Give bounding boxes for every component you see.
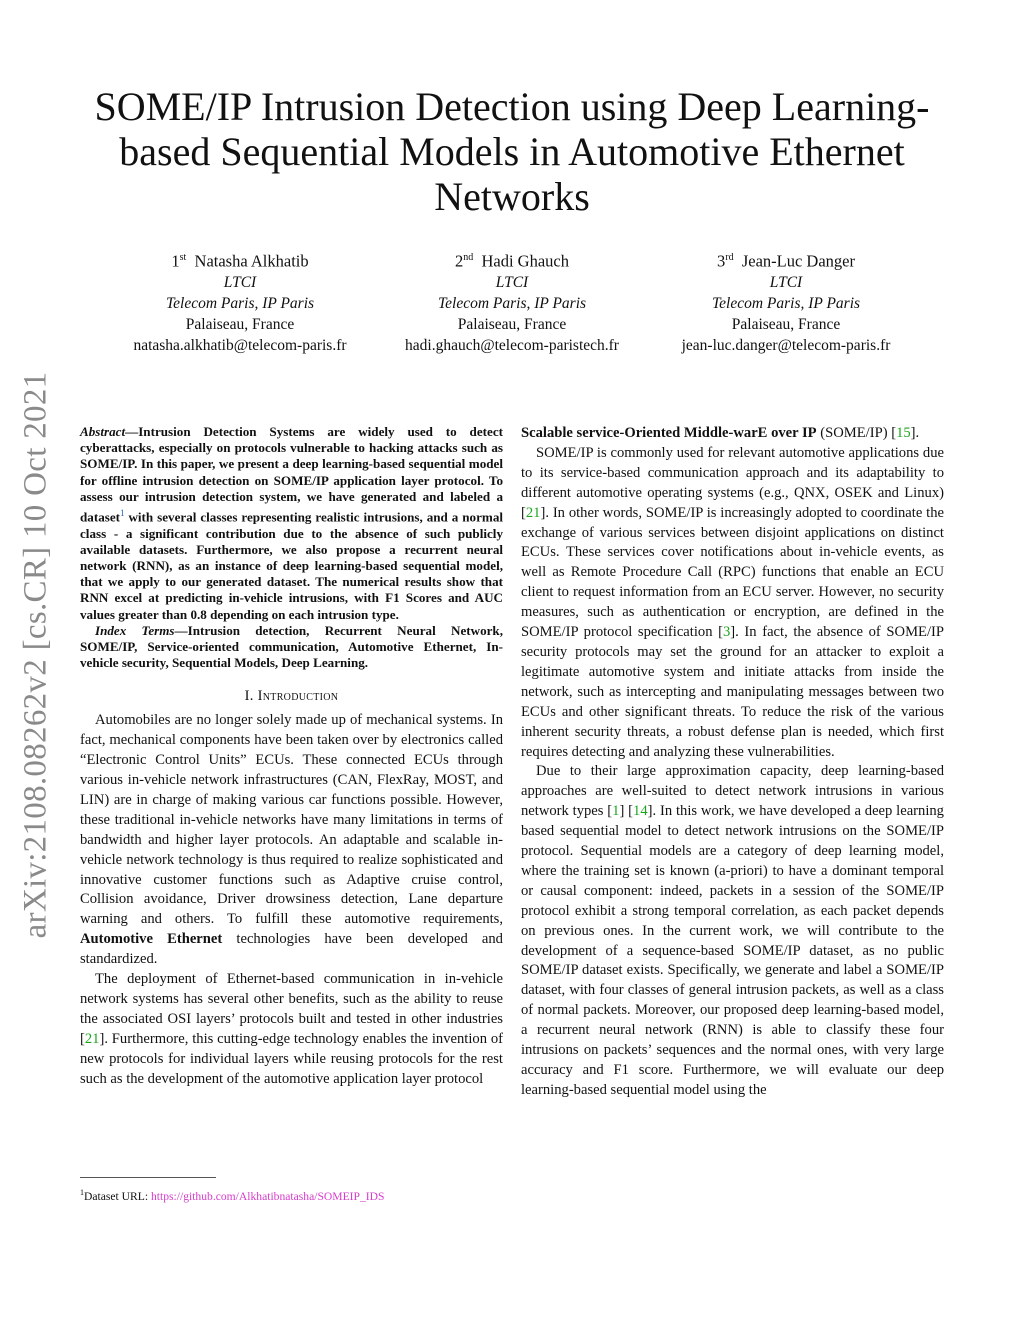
index-terms: [80, 623, 503, 672]
footnote-rule: [80, 1177, 216, 1178]
right-p0-text-a: (SOME/IP) [: [816, 425, 897, 441]
right-paragraph-1: [521, 444, 944, 763]
arxiv-sidebar: [6, 360, 66, 950]
author-1-lab: LTCI: [223, 273, 257, 291]
author-3-lab: LTCI: [769, 273, 803, 291]
intro-p1-text-a: Automobiles are no longer solely made up of mechanical systems. In fact, mechanical components have been taken over by electronics called “Electronic Control Units” ECUs. These connected ECUs through various in-vehicle network infrastructures (CAN, FlexRay, MOST, and LIN) are in charge of making various car functions possible. However, these traditional in-vehicle networks have many limitations in terms of bandwidth and higher layer protocols. An adaptable and scalable in-vehicle network technology is thus required to realize sophisticated and innovative customer functions such as Adaptive cruise control, Collision avoidance, Driver drowsiness detection, Lane departure warning and others. To fulfill these automotive requirements,: [80, 712, 503, 928]
intro-p2-text-b: ]. Furthermore, this cutting-edge technology enables the invention of new protocols for individual layers while reusing protocols for the rest such as the development of the automotive application layer protocol: [80, 1030, 503, 1087]
citation-link-3[interactable]: 3: [722, 624, 731, 641]
author-2-email: hadi.ghauch@telecom-paristech.fr: [405, 336, 619, 354]
right-p1-text-a: SOME/IP is commonly used for relevant automotive applications due to its service-based communication approach and its adaptability to different automotive operating systems (e.g., QNX, OSEK and Linux) [: [521, 444, 944, 521]
right-p2-text-b: ] [: [619, 803, 634, 820]
right-p2-text-c: ]. In this work, we have developed a deep learning based sequential model to detect network intrusions on the SOME/IP protocol. Sequential models are a category of deep learning model, where the training set is known (a-priori) to have a dominant temporal or causal component: indeed, packets in a session of the SOME/IP protocol exhibit a strong temporal correlation, as each packet depends on previous ones. In the current work, we will contribute to the development of a sequence-based SOME/IP dataset, as no public SOME/IP dataset exists. Specifically, we generate and label a SOME/IP dataset, with four classes of general intrusion packets, as well as a class of normal packets. Moreover, our proposed deep learning-based model, a recurrent neural network (RNN) is able to classify these four intrusions on packets’ sequences and the normal ones, with very large accuracy and F1 score. Furthermore, we will evaluate our deep learning-based sequential model using the: [521, 803, 944, 1098]
author-1-name: Natasha Alkhatib: [194, 251, 309, 271]
author-1: [90, 247, 390, 356]
right-column: [521, 424, 944, 1101]
author-2-name: Hadi Ghauch: [481, 251, 569, 271]
right-p1-text-b: ]. In other words, SOME/IP is increasingly adopted to coordinate the exchange of various services between disjoint applications on distinct ECUs. These services cover notifications about in-vehicle events, as well as Remote Procedure Call (RPC) functions that enable an ECU client to request information from an ECU server. However, no security measures, such as authentication or encryption, are defined in the SOME/IP protocol specification [: [521, 504, 944, 641]
index-terms-label: Index Terms: [95, 622, 175, 638]
abstract-dash: —: [125, 424, 139, 439]
author-3-city: Palaiseau, France: [731, 315, 841, 333]
author-3: [636, 247, 936, 356]
left-column: [80, 424, 503, 1090]
intro-paragraph-2: [80, 970, 503, 1089]
dataset-url-link[interactable]: https://github.com/Alkhatibnatasha/SOMEIP_IDS: [150, 1189, 385, 1203]
author-1-city: Palaiseau, France: [185, 315, 295, 333]
automotive-ethernet-term: Automotive Ethernet: [80, 931, 223, 948]
author-2: [362, 247, 662, 356]
author-1-ordinal: 1: [171, 251, 180, 271]
author-3-email: jean-luc.danger@telecom-paris.fr: [681, 336, 891, 354]
author-3-name: Jean-Luc Danger: [741, 251, 855, 271]
index-terms-dash: —: [174, 622, 188, 638]
author-2-city: Palaiseau, France: [457, 315, 567, 333]
footnote-link[interactable]: 1: [120, 508, 125, 519]
author-2-institution: Telecom Paris, IP Paris: [437, 294, 587, 312]
abstract-text-1: Intrusion Detection Systems are widely used to detect cyberattacks, especially on protocols vulnerable to hacking attacks such as SOME/IP. In this paper, we present a deep learning-based sequential model for offline intrusion detection on SOME/IP application layer protocol. To assess our intrusion detection system, we have generated and labeled a dataset: [80, 424, 503, 525]
footnote-mark: 1: [80, 1188, 84, 1197]
author-1-institution: Telecom Paris, IP Paris: [165, 294, 315, 312]
index-terms-text: Intrusion detection, Recurrent Neural Network, SOME/IP, Service-oriented communication, Automotive Ethernet, In-vehicle security, Sequential Models, Deep Learning.: [80, 622, 503, 671]
right-paragraph-2: [521, 762, 944, 1100]
abstract-text-2: with several classes representing realistic intrusions, and a normal class - a significant contribution due to the absence of such publicly available datasets. Furthermore, we also propose a recurrent neural network (RNN), as an instance of deep learning-based sequential model, that we apply to our generated dataset. The numerical results show that RNN excel at predicting in-vehicle intrusions, with F1 Scores and AUC values greater than 0.8 depending on each intrusion type.: [80, 509, 503, 622]
arxiv-identifier: arXiv:2108.08262v2 [cs.CR] 10 Oct 2021: [17, 371, 54, 939]
right-p0-text-b: ].: [910, 425, 920, 441]
someip-expansion-term: Scalable service-Oriented Middle-warE over IP: [521, 425, 817, 441]
footnote: [80, 1186, 503, 1204]
right-paragraph-0: [521, 424, 944, 444]
author-2-ordinal: 2: [454, 251, 464, 271]
abstract-label: Abstract: [80, 424, 126, 439]
right-p1-text-c: ]. In fact, the absence of SOME/IP security protocols may set the ground for an attacker to exploit a legitimate automotive system and initiate attacks from inside the network, such as intercepting and manipulating messages between two ECUs and other significant threats. To reduce the risk of the various inherent security threats, a robust defense plan is needed, which first requires detecting and analyzing these vulnerabilities.: [521, 624, 944, 760]
section-heading-introduction: [80, 687, 503, 707]
author-2-lab: LTCI: [495, 273, 529, 291]
intro-p1-text-b: technologies have been developed and standardized.: [80, 931, 503, 968]
citation-link-14[interactable]: 14: [633, 803, 648, 820]
section-numeral: I.: [244, 688, 258, 705]
abstract: [80, 424, 503, 623]
author-3-ordinal: 3: [717, 251, 726, 271]
citation-link-1[interactable]: 1: [612, 803, 620, 820]
intro-paragraph-1: [80, 711, 503, 970]
paper-title: SOME/IP Intrusion Detection using Deep Learning-based Sequential Models in Automotive Ethernet Networks: [94, 84, 930, 219]
author-3-ordinal-suffix: rd: [725, 252, 734, 263]
footnote-label: Dataset URL:: [84, 1189, 151, 1203]
author-3-institution: Telecom Paris, IP Paris: [711, 294, 861, 312]
author-1-email: natasha.alkhatib@telecom-paris.fr: [133, 336, 347, 354]
author-2-ordinal-suffix: nd: [463, 252, 474, 263]
right-p2-text-a: Due to their large approximation capacity, deep learning-based approaches are well-suited to detect network intrusions in various network types [: [521, 763, 944, 820]
citation-link-21[interactable]: 21: [84, 1030, 100, 1047]
author-1-ordinal-suffix: st: [179, 252, 187, 263]
section-title: Introduction: [257, 688, 339, 705]
citation-link-15[interactable]: 15: [896, 425, 911, 441]
intro-p2-text-a: The deployment of Ethernet-based communication in in-vehicle network systems has several other benefits, such as the ability to reuse the associated OSI layers’ protocols built and tested in other industries [: [80, 971, 503, 1047]
citation-link-21[interactable]: 21: [525, 504, 541, 521]
